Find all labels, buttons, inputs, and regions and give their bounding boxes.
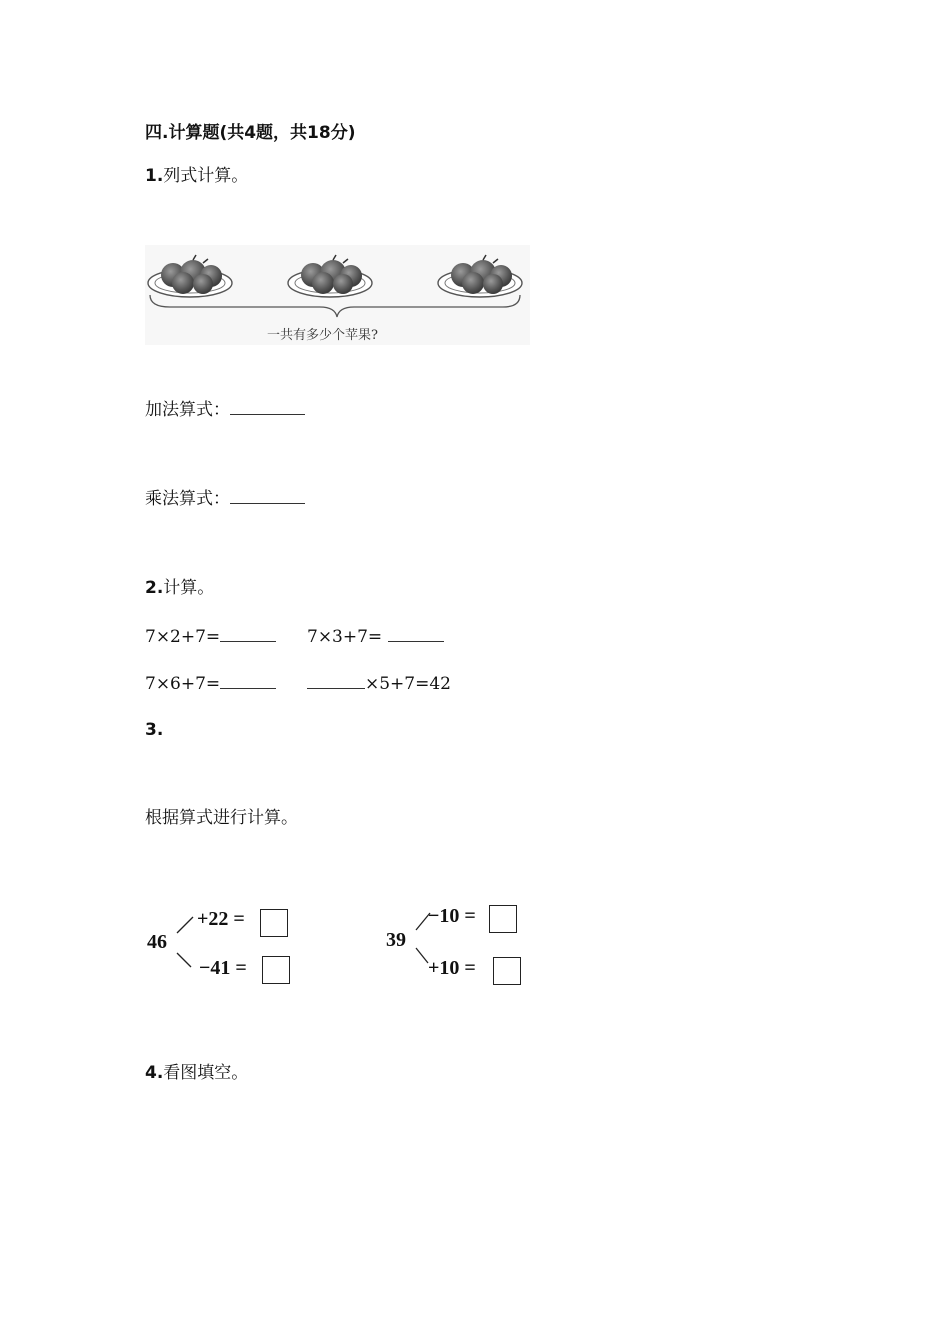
question-2-text: 计算。 — [163, 578, 215, 598]
equation-1-blank[interactable] — [220, 625, 276, 642]
equation-2-blank[interactable] — [388, 625, 444, 642]
equation-2-text: 7×3+7= — [307, 627, 388, 647]
question-1-text: 列式计算。 — [163, 166, 249, 186]
right-start-number: 39 — [386, 929, 406, 951]
right-top-operation: −10 = — [428, 905, 476, 927]
equation-3-text: 7×6+7= — [145, 674, 221, 694]
equation-1 — [145, 625, 276, 647]
right-top-answer-box[interactable] — [489, 905, 517, 933]
question-4-text: 看图填空。 — [163, 1063, 249, 1083]
question-1-number: 1. — [145, 166, 164, 186]
equation-2 — [307, 625, 444, 647]
left-start-number: 46 — [147, 931, 167, 953]
question-2-title — [145, 578, 214, 598]
equation-3-blank[interactable] — [220, 672, 276, 689]
question-1-title — [145, 166, 248, 186]
question-4-number: 4. — [145, 1063, 164, 1083]
question-3-number: 3. — [145, 720, 164, 740]
question-2-number: 2. — [145, 578, 164, 598]
equation-3 — [145, 672, 276, 694]
section-title: 四.计算题(共4题，共18分) — [145, 123, 356, 143]
apple-plates-illustration — [145, 245, 530, 345]
left-bottom-answer-box[interactable] — [262, 956, 290, 984]
left-top-operation: +22 = — [197, 908, 245, 930]
equation-4-blank[interactable] — [307, 672, 365, 689]
addition-answer-blank[interactable] — [230, 398, 305, 415]
left-top-answer-box[interactable] — [260, 909, 288, 937]
question-4-title — [145, 1063, 248, 1083]
question-3-text: 根据算式进行计算。 — [145, 808, 298, 828]
addition-label: 加法算式： — [145, 400, 230, 420]
multiplication-answer-blank[interactable] — [230, 487, 305, 504]
multiplication-label: 乘法算式： — [145, 489, 230, 509]
addition-equation-row — [145, 398, 305, 420]
right-bottom-answer-box[interactable] — [493, 957, 521, 985]
equation-4 — [307, 672, 451, 694]
branch-diagram-left — [145, 895, 315, 990]
right-bottom-operation: +10 = — [428, 957, 476, 979]
branch-diagram-right — [384, 893, 554, 988]
left-bottom-operation: −41 = — [199, 957, 247, 979]
illustration-caption: 一共有多少个苹果? — [267, 328, 378, 343]
equation-4-text: ×5+7=42 — [365, 674, 451, 694]
equation-1-text: 7×2+7= — [145, 627, 221, 647]
multiplication-equation-row — [145, 487, 305, 509]
